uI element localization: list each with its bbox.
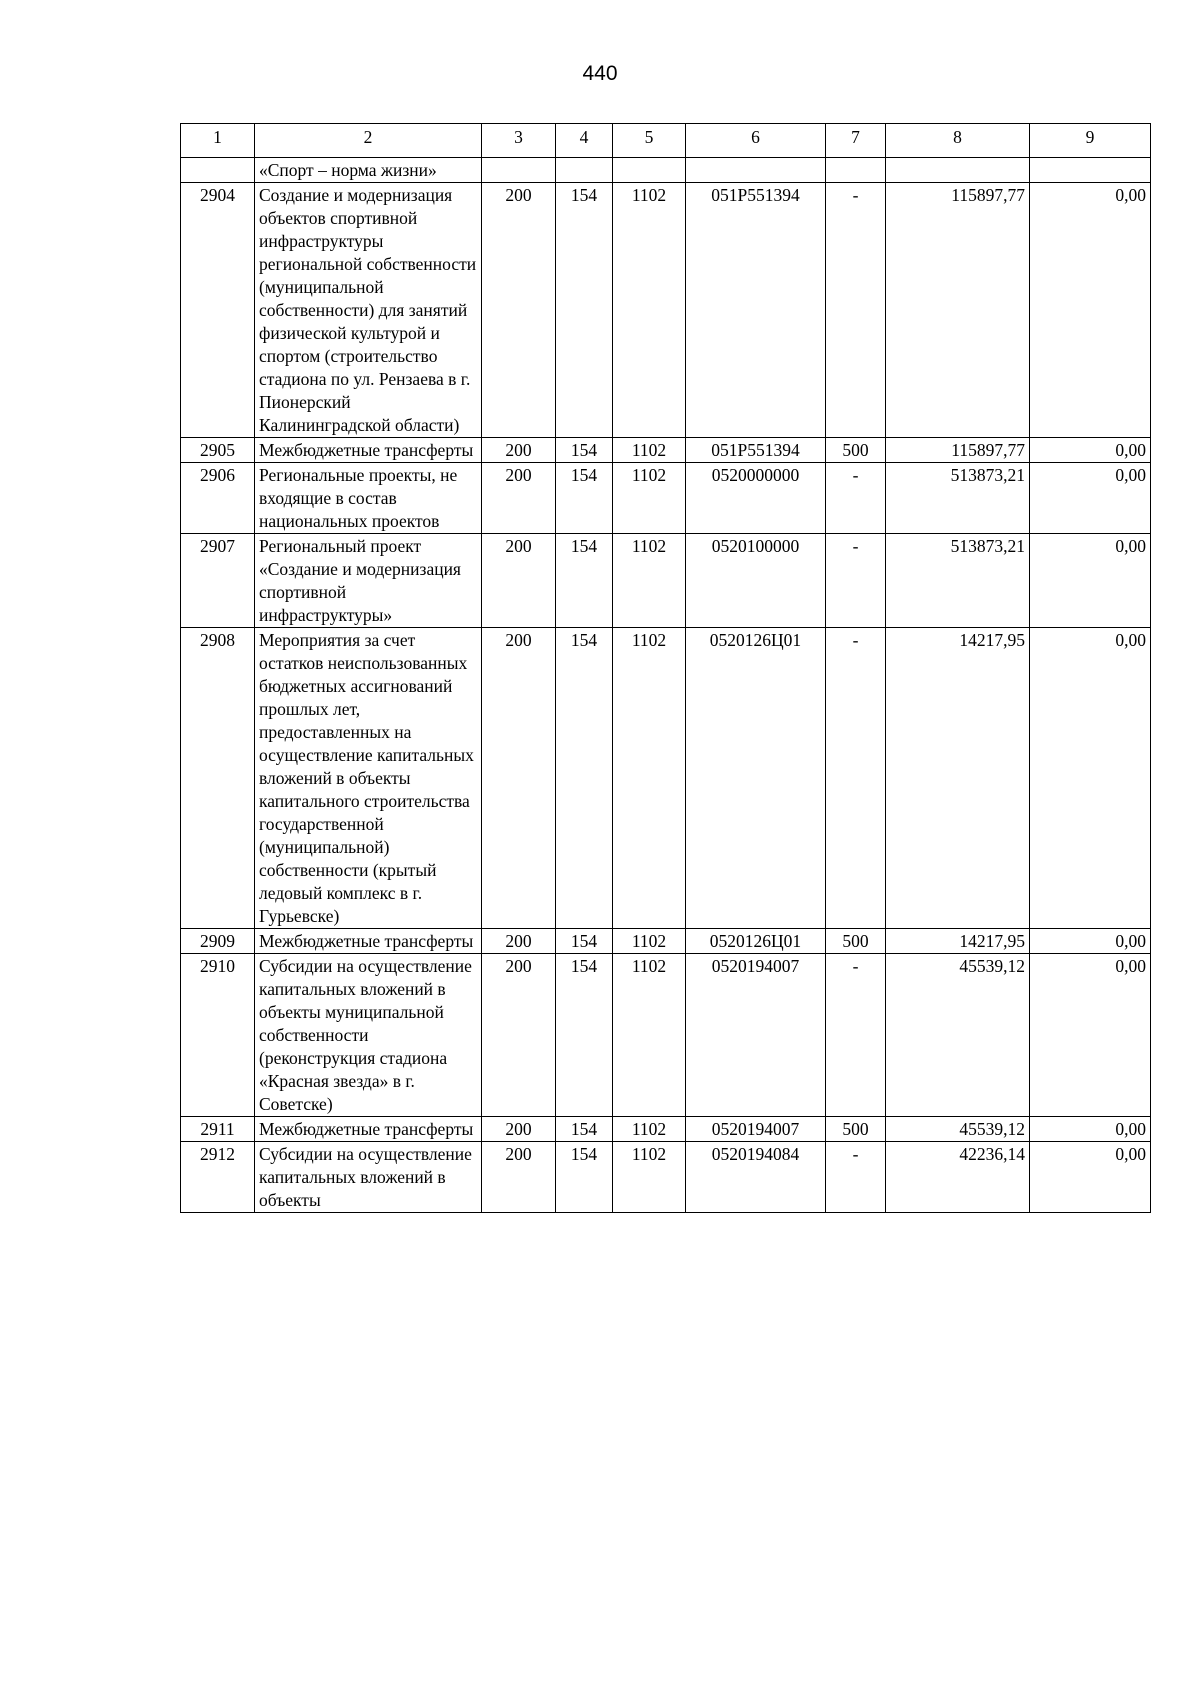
cell-name: Межбюджетные трансферты xyxy=(255,929,482,954)
cell-c9: 0,00 xyxy=(1030,1142,1151,1213)
cell-c4 xyxy=(556,158,613,183)
cell-c8: 14217,95 xyxy=(886,929,1030,954)
cell-c3: 200 xyxy=(482,463,556,534)
continuation-row xyxy=(181,158,1151,183)
cell-c4: 154 xyxy=(556,628,613,929)
cell-c7: - xyxy=(826,534,886,628)
cell-id xyxy=(181,158,255,183)
cell-c5: 1102 xyxy=(613,929,686,954)
table-row xyxy=(181,954,1151,1117)
cell-c9: 0,00 xyxy=(1030,534,1151,628)
cell-id: 2907 xyxy=(181,534,255,628)
table-row xyxy=(181,628,1151,929)
cell-c8 xyxy=(886,158,1030,183)
cell-name: «Спорт – норма жизни» xyxy=(255,158,482,183)
page-number: 440 xyxy=(582,62,618,85)
cell-c3: 200 xyxy=(482,534,556,628)
cell-c6: 0520000000 xyxy=(686,463,826,534)
cell-c9: 0,00 xyxy=(1030,463,1151,534)
cell-c7: - xyxy=(826,463,886,534)
cell-c3: 200 xyxy=(482,1117,556,1142)
cell-c9: 0,00 xyxy=(1030,1117,1151,1142)
cell-name: Субсидии на осуществление капитальных вложений в объекты xyxy=(255,1142,482,1213)
cell-c4: 154 xyxy=(556,534,613,628)
cell-c4: 154 xyxy=(556,1142,613,1213)
cell-name: Региональные проекты, не входящие в состав национальных проектов xyxy=(255,463,482,534)
cell-c6: 0520126Ц01 xyxy=(686,929,826,954)
table-row xyxy=(181,534,1151,628)
cell-c8: 115897,77 xyxy=(886,438,1030,463)
cell-name: Мероприятия за счет остатков неиспользованных бюджетных ассигнований прошлых лет, предоставленных на осуществление капитальных вложений в объекты капитального строительства государственной (муниципальной) собственности (крытый ледовый комплекс в г. Гурьевске) xyxy=(255,628,482,929)
table-row xyxy=(181,183,1151,438)
cell-c7: 500 xyxy=(826,929,886,954)
cell-c6: 051P551394 xyxy=(686,438,826,463)
cell-c6: 0520194007 xyxy=(686,1117,826,1142)
cell-id: 2905 xyxy=(181,438,255,463)
cell-c8: 513873,21 xyxy=(886,534,1030,628)
cell-c7: - xyxy=(826,628,886,929)
cell-id: 2909 xyxy=(181,929,255,954)
cell-id: 2910 xyxy=(181,954,255,1117)
cell-c9: 0,00 xyxy=(1030,929,1151,954)
table-row xyxy=(181,1142,1151,1213)
cell-c4: 154 xyxy=(556,929,613,954)
cell-id: 2908 xyxy=(181,628,255,929)
cell-c7: - xyxy=(826,1142,886,1213)
cell-name: Создание и модернизация объектов спортивной инфраструктуры региональной собственности (муниципальной собственности) для занятий физической культурой и спортом (строительство стадиона по ул. Рензаева в г. Пионерский Калининградской области) xyxy=(255,183,482,438)
cell-c3: 200 xyxy=(482,628,556,929)
header-col-7: 7 xyxy=(826,124,886,158)
table-row xyxy=(181,929,1151,954)
cell-c8: 115897,77 xyxy=(886,183,1030,438)
header-col-2: 2 xyxy=(255,124,482,158)
cell-c5: 1102 xyxy=(613,534,686,628)
cell-id: 2911 xyxy=(181,1117,255,1142)
header-row xyxy=(181,124,1151,158)
cell-c9: 0,00 xyxy=(1030,628,1151,929)
table-row xyxy=(181,438,1151,463)
cell-c4: 154 xyxy=(556,183,613,438)
cell-c8: 45539,12 xyxy=(886,1117,1030,1142)
cell-c4: 154 xyxy=(556,1117,613,1142)
cell-c3 xyxy=(482,158,556,183)
cell-c6 xyxy=(686,158,826,183)
cell-c5: 1102 xyxy=(613,463,686,534)
budget-table xyxy=(180,123,1151,1213)
table-row xyxy=(181,1117,1151,1142)
header-col-6: 6 xyxy=(686,124,826,158)
cell-c8: 513873,21 xyxy=(886,463,1030,534)
cell-c3: 200 xyxy=(482,438,556,463)
cell-name: Субсидии на осуществление капитальных вложений в объекты муниципальной собственности (реконструкция стадиона «Красная звезда» в г. Советске) xyxy=(255,954,482,1117)
cell-c7: - xyxy=(826,954,886,1117)
cell-c9: 0,00 xyxy=(1030,183,1151,438)
header-col-9: 9 xyxy=(1030,124,1151,158)
cell-c9: 0,00 xyxy=(1030,954,1151,1117)
cell-name: Межбюджетные трансферты xyxy=(255,1117,482,1142)
cell-c4: 154 xyxy=(556,954,613,1117)
header-col-4: 4 xyxy=(556,124,613,158)
cell-c5: 1102 xyxy=(613,628,686,929)
cell-c3: 200 xyxy=(482,183,556,438)
header-col-5: 5 xyxy=(613,124,686,158)
table-row xyxy=(181,463,1151,534)
cell-c6: 0520100000 xyxy=(686,534,826,628)
cell-name: Региональный проект «Создание и модернизация спортивной инфраструктуры» xyxy=(255,534,482,628)
cell-name: Межбюджетные трансферты xyxy=(255,438,482,463)
cell-c6: 0520126Ц01 xyxy=(686,628,826,929)
cell-c8: 14217,95 xyxy=(886,628,1030,929)
header-col-8: 8 xyxy=(886,124,1030,158)
cell-c5: 1102 xyxy=(613,438,686,463)
cell-c5: 1102 xyxy=(613,183,686,438)
cell-c6: 0520194007 xyxy=(686,954,826,1117)
cell-c7 xyxy=(826,158,886,183)
cell-c6: 0520194084 xyxy=(686,1142,826,1213)
cell-c7: - xyxy=(826,183,886,438)
header-col-1: 1 xyxy=(181,124,255,158)
cell-c3: 200 xyxy=(482,929,556,954)
cell-c3: 200 xyxy=(482,954,556,1117)
cell-c5: 1102 xyxy=(613,954,686,1117)
cell-c8: 45539,12 xyxy=(886,954,1030,1117)
cell-c7: 500 xyxy=(826,438,886,463)
cell-c5: 1102 xyxy=(613,1117,686,1142)
cell-id: 2906 xyxy=(181,463,255,534)
cell-c5 xyxy=(613,158,686,183)
header-col-3: 3 xyxy=(482,124,556,158)
cell-c7: 500 xyxy=(826,1117,886,1142)
cell-c6: 051P551394 xyxy=(686,183,826,438)
cell-c8: 42236,14 xyxy=(886,1142,1030,1213)
cell-id: 2904 xyxy=(181,183,255,438)
cell-c4: 154 xyxy=(556,438,613,463)
cell-c9: 0,00 xyxy=(1030,438,1151,463)
cell-c9 xyxy=(1030,158,1151,183)
cell-c5: 1102 xyxy=(613,1142,686,1213)
cell-id: 2912 xyxy=(181,1142,255,1213)
cell-c3: 200 xyxy=(482,1142,556,1213)
cell-c4: 154 xyxy=(556,463,613,534)
